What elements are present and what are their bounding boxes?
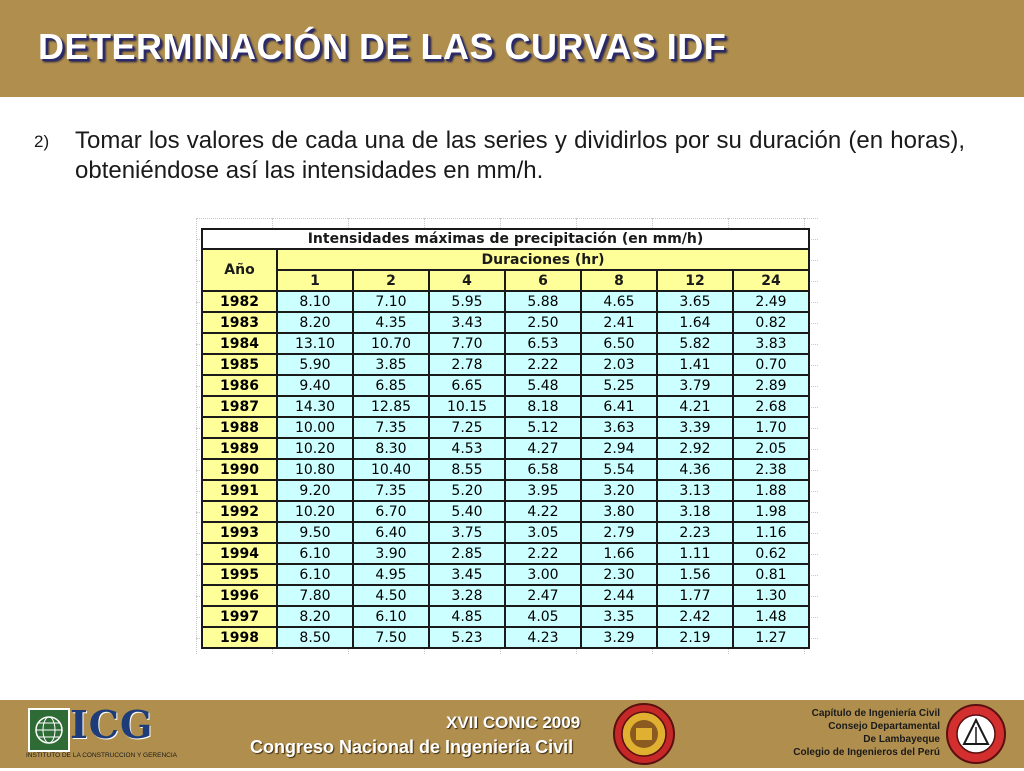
table-row: [202, 459, 809, 480]
intensity-cell: 6.85: [353, 375, 429, 396]
intensity-cell: 5.25: [581, 375, 657, 396]
intensity-cell: 3.28: [429, 585, 505, 606]
intensity-cell: 7.50: [353, 627, 429, 648]
intensity-cell: 6.10: [277, 564, 353, 585]
intensity-cell: 7.10: [353, 291, 429, 312]
intensity-cell: 0.81: [733, 564, 809, 585]
intensity-cell: 5.12: [505, 417, 581, 438]
intensity-cell: 6.10: [353, 606, 429, 627]
intensity-cell: 3.13: [657, 480, 733, 501]
intensity-cell: 5.90: [277, 354, 353, 375]
intensity-cell: 2.79: [581, 522, 657, 543]
duration-header: 8: [581, 270, 657, 291]
intensity-cell: 3.95: [505, 480, 581, 501]
intensity-cell: 1.56: [657, 564, 733, 585]
intensity-cell: 2.47: [505, 585, 581, 606]
intensity-cell: 1.64: [657, 312, 733, 333]
icg-globe-icon: [28, 708, 70, 752]
duration-header: 2: [353, 270, 429, 291]
sheet-gridline: [196, 218, 818, 219]
intensity-cell: 4.23: [505, 627, 581, 648]
table-row: [202, 375, 809, 396]
year-cell: 1988: [202, 417, 277, 438]
intensity-cell: 3.29: [581, 627, 657, 648]
intensity-cell: 4.85: [429, 606, 505, 627]
intensity-cell: 2.42: [657, 606, 733, 627]
intensity-cell: 1.41: [657, 354, 733, 375]
table-caption: Intensidades máximas de precipitación (en mm/h): [202, 229, 809, 249]
year-cell: 1982: [202, 291, 277, 312]
table-row: [202, 522, 809, 543]
intensity-cell: 13.10: [277, 333, 353, 354]
year-cell: 1994: [202, 543, 277, 564]
year-header: Año: [202, 249, 277, 291]
table-row: [202, 501, 809, 522]
duration-header: 1: [277, 270, 353, 291]
table-row: [202, 312, 809, 333]
chapter-info: [793, 707, 940, 759]
intensity-cell: 7.80: [277, 585, 353, 606]
intensity-cell: 12.85: [353, 396, 429, 417]
year-cell: 1985: [202, 354, 277, 375]
year-cell: 1990: [202, 459, 277, 480]
bullet-number: 2): [34, 132, 50, 151]
intensity-cell: 8.20: [277, 312, 353, 333]
intensity-cell: 5.48: [505, 375, 581, 396]
chapter-line: Capítulo de Ingeniería Civil: [811, 708, 940, 719]
chapter-line: Colegio de Ingenieros del Perú: [793, 747, 940, 758]
intensity-cell: 10.20: [277, 438, 353, 459]
table-row: [202, 396, 809, 417]
sheet-gridline: [196, 218, 197, 654]
chapter-line: Consejo Departamental: [828, 721, 940, 732]
chapter-line: De Lambayeque: [863, 734, 940, 745]
year-cell: 1989: [202, 438, 277, 459]
year-cell: 1997: [202, 606, 277, 627]
intensity-cell: 3.20: [581, 480, 657, 501]
table-row: [202, 438, 809, 459]
table-row: [202, 354, 809, 375]
intensity-cell: 10.40: [353, 459, 429, 480]
intensity-cell: 3.63: [581, 417, 657, 438]
intensity-cell: 2.50: [505, 312, 581, 333]
intensity-cell: 0.82: [733, 312, 809, 333]
intensity-cell: 1.11: [657, 543, 733, 564]
intensity-cell: 7.70: [429, 333, 505, 354]
year-cell: 1991: [202, 480, 277, 501]
intensity-cell: 2.89: [733, 375, 809, 396]
intensity-cell: 2.49: [733, 291, 809, 312]
intensity-cell: 8.30: [353, 438, 429, 459]
intensity-cell: 7.25: [429, 417, 505, 438]
conic-seal-icon: [612, 702, 676, 766]
intensity-cell: 10.15: [429, 396, 505, 417]
intensity-cell: 5.88: [505, 291, 581, 312]
intensity-cell: 1.27: [733, 627, 809, 648]
year-cell: 1987: [202, 396, 277, 417]
intensity-cell: 1.66: [581, 543, 657, 564]
intensity-cell: 6.58: [505, 459, 581, 480]
intensity-cell: 3.05: [505, 522, 581, 543]
icg-logo: ICG: [70, 702, 154, 747]
intensity-cell: 7.35: [353, 417, 429, 438]
year-cell: 1995: [202, 564, 277, 585]
intensity-cell: 10.20: [277, 501, 353, 522]
intensity-cell: 1.70: [733, 417, 809, 438]
intensity-cell: 9.40: [277, 375, 353, 396]
intensity-cell: 3.65: [657, 291, 733, 312]
intensity-cell: 6.10: [277, 543, 353, 564]
year-cell: 1984: [202, 333, 277, 354]
durations-header: Duraciones (hr): [277, 249, 809, 270]
intensity-cell: 2.92: [657, 438, 733, 459]
intensity-cell: 9.50: [277, 522, 353, 543]
intensity-cell: 9.20: [277, 480, 353, 501]
intensity-cell: 3.39: [657, 417, 733, 438]
intensity-cell: 3.85: [353, 354, 429, 375]
intensity-cell: 6.40: [353, 522, 429, 543]
intensity-cell: 5.23: [429, 627, 505, 648]
table-row: [202, 480, 809, 501]
intensity-cell: 3.79: [657, 375, 733, 396]
intensity-cell: 2.22: [505, 354, 581, 375]
intensity-cell: 8.55: [429, 459, 505, 480]
intensity-cell: 5.40: [429, 501, 505, 522]
cip-seal-icon: [945, 703, 1007, 765]
intensity-cell: 8.10: [277, 291, 353, 312]
intensity-cell: 2.23: [657, 522, 733, 543]
intensity-cell: 4.53: [429, 438, 505, 459]
instruction-text: Tomar los valores de cada una de las series y dividirlos por su duración (en horas), obteniéndose así las intensidades en mm/h.: [75, 127, 965, 184]
intensity-cell: 14.30: [277, 396, 353, 417]
intensity-cell: 4.65: [581, 291, 657, 312]
year-cell: 1986: [202, 375, 277, 396]
intensity-cell: 3.43: [429, 312, 505, 333]
year-cell: 1993: [202, 522, 277, 543]
table-row: [202, 333, 809, 354]
duration-header: 4: [429, 270, 505, 291]
duration-header: 6: [505, 270, 581, 291]
intensity-cell: 1.77: [657, 585, 733, 606]
table-row: [202, 585, 809, 606]
intensity-cell: 3.83: [733, 333, 809, 354]
intensity-cell: 2.22: [505, 543, 581, 564]
year-cell: 1992: [202, 501, 277, 522]
intensity-cell: 10.00: [277, 417, 353, 438]
intensity-cell: 4.21: [657, 396, 733, 417]
intensity-cell: 5.54: [581, 459, 657, 480]
intensity-cell: 2.05: [733, 438, 809, 459]
intensity-cell: 6.41: [581, 396, 657, 417]
intensity-cell: 8.20: [277, 606, 353, 627]
intensity-cell: 6.70: [353, 501, 429, 522]
intensity-cell: 4.50: [353, 585, 429, 606]
intensity-cell: 1.88: [733, 480, 809, 501]
intensity-cell: 1.30: [733, 585, 809, 606]
intensity-cell: 3.80: [581, 501, 657, 522]
intensity-cell: 5.95: [429, 291, 505, 312]
table-row: [202, 627, 809, 648]
intensity-cell: 8.50: [277, 627, 353, 648]
year-cell: 1998: [202, 627, 277, 648]
intensity-cell: 3.45: [429, 564, 505, 585]
intensity-cell: 4.27: [505, 438, 581, 459]
intensity-cell: 2.41: [581, 312, 657, 333]
intensity-cell: 1.48: [733, 606, 809, 627]
intensity-cell: 6.50: [581, 333, 657, 354]
intensity-cell: 4.05: [505, 606, 581, 627]
intensity-cell: 1.16: [733, 522, 809, 543]
intensity-cell: 5.20: [429, 480, 505, 501]
table-row: [202, 564, 809, 585]
duration-header: 12: [657, 270, 733, 291]
year-cell: 1996: [202, 585, 277, 606]
intensity-cell: 8.18: [505, 396, 581, 417]
intensity-cell: 1.98: [733, 501, 809, 522]
intensity-cell: 10.70: [353, 333, 429, 354]
intensity-cell: 2.94: [581, 438, 657, 459]
intensity-cell: 2.85: [429, 543, 505, 564]
intensity-cell: 0.62: [733, 543, 809, 564]
intensity-cell: 3.18: [657, 501, 733, 522]
intensity-cell: 2.38: [733, 459, 809, 480]
intensity-cell: 2.68: [733, 396, 809, 417]
table-row: [202, 543, 809, 564]
intensity-cell: 0.70: [733, 354, 809, 375]
intensity-cell: 3.90: [353, 543, 429, 564]
intensity-cell: 2.30: [581, 564, 657, 585]
intensity-cell: 3.75: [429, 522, 505, 543]
conic-title: XVII CONIC 2009: [446, 713, 581, 732]
intensity-cell: 2.78: [429, 354, 505, 375]
intensity-table: [201, 228, 810, 649]
icg-subtitle: INSTITUTO DE LA CONSTRUCCION Y GERENCIA: [26, 752, 177, 759]
intensity-cell: 6.65: [429, 375, 505, 396]
slide-title: DETERMINACIÓN DE LAS CURVAS IDF: [38, 26, 727, 67]
intensity-cell: 4.35: [353, 312, 429, 333]
title-bar: [0, 0, 1024, 97]
intensity-cell: 5.82: [657, 333, 733, 354]
intensity-cell: 2.44: [581, 585, 657, 606]
intensity-cell: 4.95: [353, 564, 429, 585]
year-cell: 1983: [202, 312, 277, 333]
intensity-cell: 2.19: [657, 627, 733, 648]
intensity-cell: 3.00: [505, 564, 581, 585]
intensity-cell: 7.35: [353, 480, 429, 501]
intensity-cell: 10.80: [277, 459, 353, 480]
intensity-cell: 4.22: [505, 501, 581, 522]
table-row: [202, 291, 809, 312]
intensity-cell: 3.35: [581, 606, 657, 627]
table-row: [202, 606, 809, 627]
intensity-cell: 4.36: [657, 459, 733, 480]
intensity-cell: 6.53: [505, 333, 581, 354]
conic-subtitle: Congreso Nacional de Ingeniería Civil: [250, 737, 574, 757]
duration-header: 24: [733, 270, 809, 291]
table-row: [202, 417, 809, 438]
intensity-cell: 2.03: [581, 354, 657, 375]
